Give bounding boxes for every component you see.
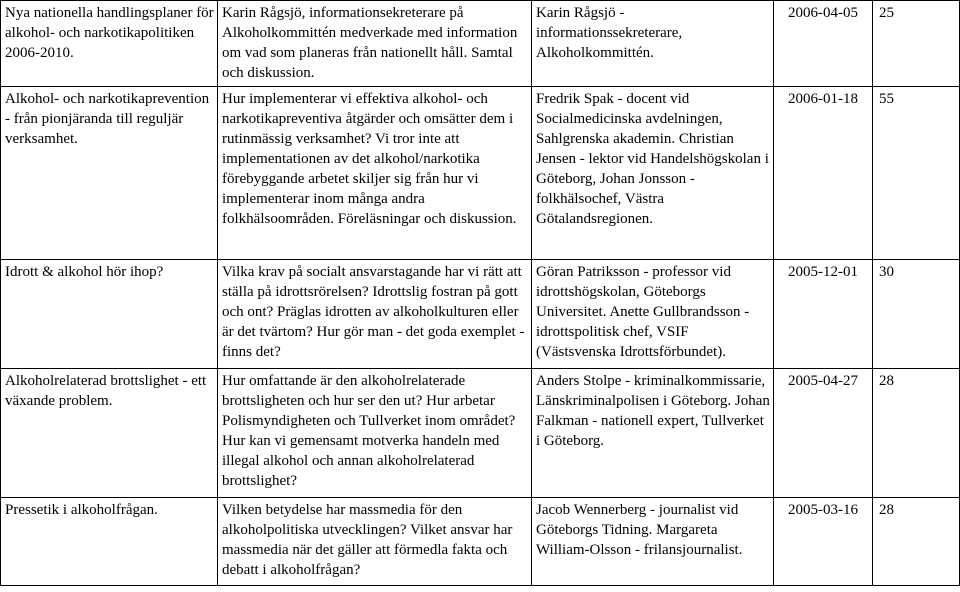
date-cell: 2006-01-18 [774,87,873,260]
table-row [1,260,960,369]
speakers-cell: Karin Rågsjö - informationssekreterare, Alkoholkommittén. [532,1,774,87]
topic-cell: Pressetik i alkoholfrågan. [1,498,218,586]
participants-cell: 25 [873,1,960,87]
description-cell: Hur implementerar vi effektiva alkohol- och narkotikapreventiva åtgärder och omsätter dem i rutinmässig verksamhet? Vi tror inte att implementationen av det alkohol/narkotika förebyggande arbetet skiljer sig från hur vi implementerar inom många andra folkhälsoområden. Föreläsningar och diskussion. [218,87,532,260]
table-row [1,87,960,260]
description-cell: Karin Rågsjö, informationsekreterare på Alkoholkommittén medverkade med information om vad som planeras från nationellt håll. Samtal och diskussion. [218,1,532,87]
speakers-cell: Jacob Wennerberg - journalist vid Göteborgs Tidning. Margareta William-Olsson - frilansjournalist. [532,498,774,586]
topic-cell: Alkoholrelaterad brottslighet - ett växande problem. [1,369,218,498]
date-cell: 2005-12-01 [774,260,873,369]
date-cell: 2005-03-16 [774,498,873,586]
date-cell: 2006-04-05 [774,1,873,87]
topic-cell: Idrott & alkohol hör ihop? [1,260,218,369]
participants-cell: 28 [873,498,960,586]
table-row [1,1,960,87]
speakers-cell: Anders Stolpe - kriminalkommissarie, Länskriminalpolisen i Göteborg. Johan Falkman - nationell expert, Tullverket i Göteborg. [532,369,774,498]
topic-cell: Alkohol- och narkotikaprevention - från pionjäranda till reguljär verksamhet. [1,87,218,260]
date-cell: 2005-04-27 [774,369,873,498]
speakers-cell: Göran Patriksson - professor vid idrottshögskolan, Göteborgs Universitet. Anette Gullbrandsson - idrottspolitisk chef, VSIF (Västsvenska Idrottsförbundet). [532,260,774,369]
description-cell: Hur omfattande är den alkoholrelaterade brottsligheten och hur ser den ut? Hur arbetar Polismyndigheten och Tullverket inom området? Hur kan vi gemensamt motverka handeln med illegal alkohol och annan alkoholrelaterad brottslighet? [218,369,532,498]
topic-cell: Nya nationella handlingsplaner för alkohol- och narkotikapolitiken 2006-2010. [1,1,218,87]
table-row [1,369,960,498]
speakers-cell: Fredrik Spak - docent vid Socialmedicinska avdelningen, Sahlgrenska akademin. Christian Jensen - lektor vid Handelshögskolan i Göteborg, Johan Jonsson - folkhälsochef, Västra Götalandsregionen. [532,87,774,260]
table-row [1,498,960,586]
participants-cell: 28 [873,369,960,498]
participants-cell: 30 [873,260,960,369]
description-cell: Vilka krav på socialt ansvarstagande har vi rätt att ställa på idrottsrörelsen? Idrottslig fostran på gott och ont? Präglas idrotten av alkoholkulturen eller är det tvärtom? Hur gör man - det goda exemplet - finns det? [218,260,532,369]
description-cell: Vilken betydelse har massmedia för den alkoholpolitiska utvecklingen? Vilket ansvar har massmedia när det gäller att förmedla fakta och debatt i alkoholfrågan? [218,498,532,586]
participants-cell: 55 [873,87,960,260]
